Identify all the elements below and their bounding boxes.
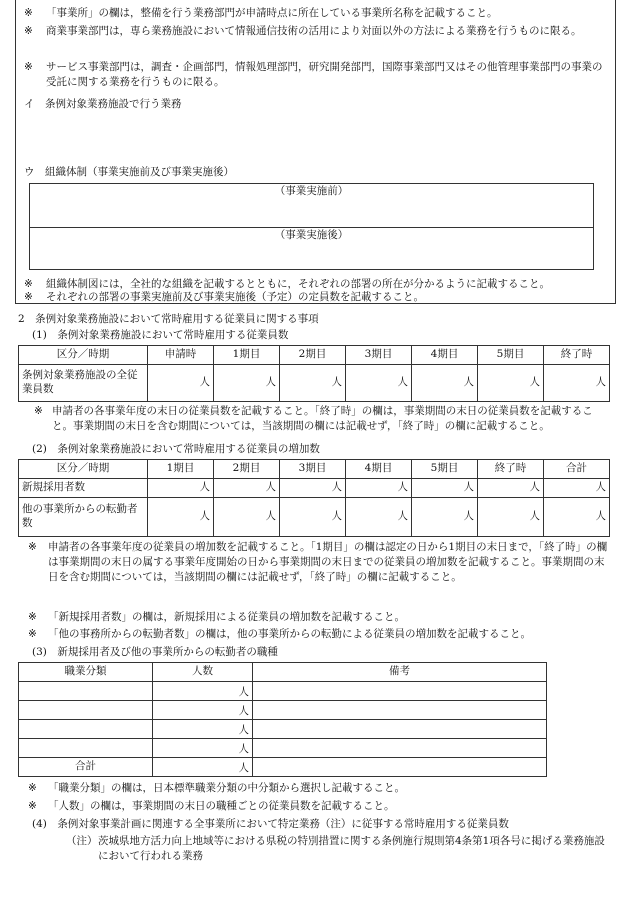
note-org-chart: ※ 組織体制図には，全社的な組織を記載するとともに，それぞれの部署の所在が分かるように記載すること。 [24, 278, 550, 290]
cell-input[interactable]: 人 [153, 720, 253, 739]
org-chart-after-box[interactable] [29, 227, 594, 270]
note-office: ※ 「事業所」の欄は，整備を行う業務部門が申請時点に所在している事業所名称を記載すること。 [24, 7, 498, 19]
employee-increase-table [18, 459, 610, 537]
cell-input[interactable]: 人 [148, 365, 214, 402]
employee-count-table [18, 345, 610, 402]
table-header-row: 職業分類 人数 備考 [19, 663, 547, 682]
cell-input[interactable]: 人 [280, 479, 346, 498]
cell-input[interactable]: 人 [153, 682, 253, 701]
cell-input[interactable] [253, 758, 547, 777]
cell-input[interactable]: 人 [478, 479, 544, 498]
cell-input[interactable]: 人 [346, 498, 412, 537]
table-row [19, 682, 547, 701]
cell-input[interactable]: 人 [412, 498, 478, 537]
note-table2-increase: ※ 申請者の各事業年度の従業員の増加数を記載すること。「1期目」の欄は認定の日から1期目の末日まで，「終了時」の欄は事業期間の末日の属する事業年度開始の日から事業期間の末日までの従業員の増加数を記載すること。事業期間の末日を含む期間については，当該期間の欄には記載せず，「終了時」の欄に記載すること。 [28, 541, 608, 584]
cell-input[interactable] [19, 682, 153, 701]
sub2-heading: (2) 条例対象業務施設において常時雇用する従業員の増加数 [32, 443, 320, 455]
note-service: ※ サービス事業部門は，調査・企画部門，情報処理部門，研究開発部門，国際事業部門又はその他管理事業部門の事業の受託に関する業務を行うものに限る。 [24, 61, 603, 89]
cell-input[interactable]: 人 [153, 758, 253, 777]
table-header-row: 区分／時期 申請時 1期目 2期目 3期目 4期目 5期目 終了時 [19, 346, 610, 365]
table-row: 新規採用者数 人 人 人 人 人 人 人 [19, 479, 610, 498]
cell-input[interactable]: 人 [478, 365, 544, 402]
section2-heading: 2 条例対象業務施設において常時雇用する従業員に関する事項 [18, 313, 319, 325]
note-table1: ※ 申請者の各事業年度の末日の従業員数を記載すること。「終了時」の欄は，事業期間の末日の従業員数を記載すること。事業期間の末日を含む期間については，当該期間の欄には記載せず，「終了時」の欄に記載すること。 [34, 405, 593, 433]
org-chart-after-caption: （事業実施後） [274, 229, 349, 241]
org-chart-before-box[interactable] [29, 183, 594, 228]
section-u-heading: ウ 組織体制（事業実施前及び事業実施後） [24, 166, 234, 178]
cell-input[interactable]: 人 [214, 498, 280, 537]
table-row: 他の事業所からの転勤者数 人 人 人 人 人 人 人 [19, 498, 610, 537]
cell-input[interactable]: 人 [478, 498, 544, 537]
cell-input[interactable] [253, 739, 547, 758]
cell-input[interactable]: 人 [412, 479, 478, 498]
section-i-heading: イ 条例対象業務施設で行う業務 [24, 98, 182, 110]
sub1-heading: (1) 条例対象業務施設において常時雇用する従業員数 [32, 329, 289, 341]
sub3-heading: (3) 新規採用者及び他の事業所からの転勤者の職種 [32, 646, 278, 658]
cell-input[interactable]: 人 [280, 498, 346, 537]
cell-input[interactable]: 人 [280, 365, 346, 402]
table-row [19, 701, 547, 720]
table-total-row: 合計 人 [19, 758, 547, 777]
cell-input[interactable]: 人 [346, 365, 412, 402]
cell-input[interactable]: 人 [153, 701, 253, 720]
cell-input[interactable]: 人 [214, 479, 280, 498]
cell-input[interactable]: 人 [214, 365, 280, 402]
note-new-hires: ※ 「新規採用者数」の欄は，新規採用による従業員の増加数を記載すること。 [28, 611, 405, 623]
note-job-category: ※ 「職業分類」の欄は，日本標準職業分類の中分類から選択し記載すること。 [28, 782, 405, 794]
note-staffing: ※ それぞれの部署の事業実施前及び事業実施後（予定）の定員数を記載すること。 [24, 291, 424, 303]
table-row [19, 720, 547, 739]
footnote: （注） 茨城県地方活力向上地域等における県税の特別措置に関する条例施行規則第4条第1項各号に掲げる業務施設において行われる業務 [66, 835, 605, 863]
table-row [19, 739, 547, 758]
cell-input[interactable] [253, 682, 547, 701]
cell-input[interactable]: 人 [544, 365, 610, 402]
cell-input[interactable] [253, 720, 547, 739]
note-headcount: ※ 「人数」の欄は，事業期間の末日の職種ごとの従業員数を記載すること。 [28, 800, 395, 812]
cell-input[interactable]: 人 [346, 479, 412, 498]
cell-input[interactable]: 人 [148, 479, 214, 498]
cell-input[interactable]: 人 [412, 365, 478, 402]
cell-input[interactable]: 人 [153, 739, 253, 758]
sub4-heading: (4) 条例対象事業計画に関連する全事業所において特定業務（注）に従事する常時雇用する従業員数 [32, 818, 509, 830]
cell-input[interactable]: 人 [544, 498, 610, 537]
cell-input[interactable] [253, 701, 547, 720]
note-transfers: ※ 「他の事務所からの転勤者数」の欄は，他の事業所からの転勤による従業員の増加数を記載すること。 [28, 628, 531, 640]
cell-input[interactable]: 人 [148, 498, 214, 537]
cell-input[interactable]: 人 [544, 479, 610, 498]
cell-input[interactable] [19, 739, 153, 758]
table-row: 条例対象業務施設の全従業員数 人 人 人 人 人 人 人 [19, 365, 610, 402]
cell-input[interactable] [19, 701, 153, 720]
job-category-table [18, 662, 547, 777]
cell-input[interactable] [19, 720, 153, 739]
org-chart-before-caption: （事業実施前） [274, 185, 349, 197]
table-header-row: 区分／時期 1期目 2期目 3期目 4期目 5期目 終了時 合計 [19, 460, 610, 479]
note-commerce: ※ 商業事業部門は，専ら業務施設において情報通信技術の活用により対面以外の方法による業務を行うものに限る。 [24, 25, 582, 37]
